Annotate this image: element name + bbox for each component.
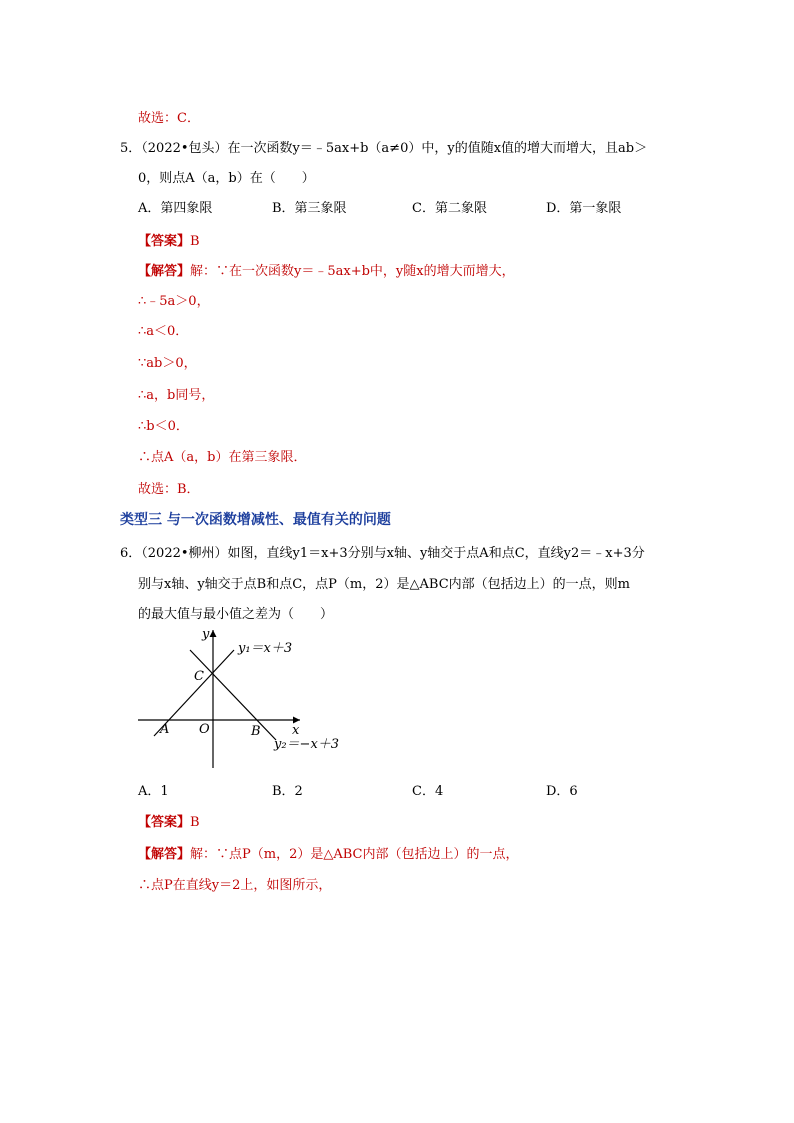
section-title: 类型三 与一次函数增减性、最值有关的问题	[120, 512, 391, 528]
q6-option-a: A．1	[138, 784, 169, 799]
q5-answer	[138, 230, 200, 249]
q6-stem-line1: 6．（2022•柳州）如图，直线y1＝x+3分别与x轴、y轴交于点A和点C，直线y2＝﹣x+3分	[120, 546, 645, 561]
q5-stem-line2: 0，则点A（a，b）在（ ）	[138, 171, 315, 186]
point-o-label: O	[199, 722, 210, 737]
line-y1-label: y₁＝x＋3	[238, 641, 293, 656]
q5-solution-line3: ∴a＜0．	[138, 324, 189, 339]
q5-option-b: B．第三象限	[272, 201, 347, 216]
q5-solution-line1	[138, 260, 515, 279]
line-y2-label: y₂＝−x＋3	[274, 737, 340, 752]
q6-stem-line2: 别与x轴、y轴交于点B和点C，点P（m，2）是△ABC内部（包括边上）的一点，则m	[138, 577, 630, 592]
point-a-label: A	[160, 722, 170, 737]
q5-option-d: D．第一象限	[546, 201, 622, 216]
answer-value: B	[190, 815, 200, 830]
q5-option-a: A．第四象限	[138, 201, 213, 216]
y-axis-label: y	[202, 627, 210, 642]
q6-answer	[138, 811, 200, 830]
x-axis-label: x	[292, 723, 300, 738]
q5-solution-line4: ∵ab＞0，	[138, 356, 197, 371]
answer-value: B	[190, 234, 200, 249]
q6-option-c: C．4	[412, 784, 444, 799]
solution-tag: 【解答】	[138, 847, 191, 862]
q5-solution-line6: ∴b＜0．	[138, 419, 189, 434]
q6-option-d: D．6	[546, 784, 578, 799]
q5-solution-line5: ∴a，b同号，	[138, 388, 215, 403]
q6-option-b: B．2	[272, 784, 303, 799]
solution-text: 解：∵点P（m，2）是△ABC内部（包括边上）的一点，	[190, 847, 519, 862]
solution-tag: 【解答】	[138, 264, 191, 279]
q5-stem-line1: 5．（2022•包头）在一次函数y＝﹣5ax+b（a≠0）中，y的值随x值的增大而增大，且ab＞	[120, 141, 648, 156]
point-c-label: C	[194, 669, 204, 684]
q5-solution-line8: 故选：B．	[138, 482, 200, 497]
q5-solution-line7: ∴点A（a，b）在第三象限．	[138, 450, 307, 465]
q6-figure	[130, 622, 370, 772]
solution-text: 解：∵在一次函数y＝﹣5ax+b中，y随x的增大而增大，	[190, 264, 515, 279]
q6-solution-line1	[138, 843, 519, 862]
q6-solution-line2: ∴点P在直线y＝2上，如图所示，	[138, 878, 332, 893]
q5-option-c: C．第二象限	[412, 201, 487, 216]
q5-solution-line2: ∴﹣5a＞0，	[138, 294, 210, 309]
answer-tag: 【答案】	[138, 815, 191, 830]
previous-conclusion: 故选：C．	[138, 111, 200, 126]
q6-stem-line3: 的最大值与最小值之差为（ ）	[138, 607, 334, 622]
point-b-label: B	[251, 724, 261, 739]
answer-tag: 【答案】	[138, 234, 191, 249]
